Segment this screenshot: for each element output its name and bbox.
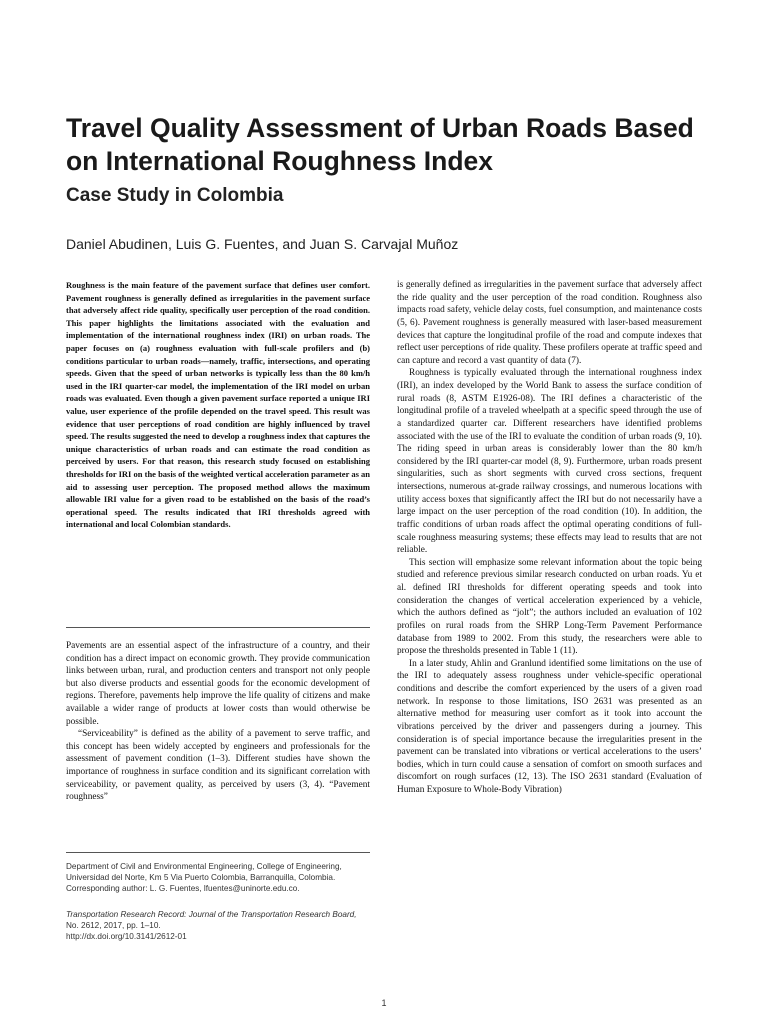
affiliation-footnote	[66, 861, 370, 895]
page-number: 1	[381, 998, 387, 1008]
paper-subtitle: Case Study in Colombia	[66, 185, 284, 206]
paper-title: Travel Quality Assessment of Urban Roads Based on International Roughness Index	[66, 113, 694, 176]
author-list: Daniel Abudinen, Luis G. Fuentes, and Juan S. Carvajal Muñoz	[66, 236, 459, 252]
right-column-body	[397, 279, 702, 797]
body-paragraph: is generally defined as irregularities in the pavement surface that adversely affect the ride quality and the user perception of the road condition. Roughness also impacts road safety, vehicle delay costs, fuel consumption, and maintenance costs (5, 6). Pavement roughness is generally measured with laser-based measurement devices that capture the longitudinal profile of the road and compute indexes that reflect user perceptions of ride quality. These profilers operate at traffic speed and can capture and record a vast quantity of data (7).	[397, 280, 702, 366]
body-paragraph: In a later study, Ahlin and Granlund identified some limitations on the use of the IRI to adequately assess roughness under vehicle-specific operational conditions and describe the comfort experienced by the users of a given road network. In response to those limitations, ISO 2631 was presented as an alternative method for measuring user comfort as it took into account the vibrations perceived by the driver and passengers during a journey. This consideration is of special importance because the irregularities present in the pavement can be translated into vibrations or vertical accelerations to the users’ bodies, which in turn could cause a sensation of comfort on smooth surfaces and discomfort on rough surfaces (12, 13). The ISO 2631 standard (Evaluation of Human Exposure to Whole-Body Vibration)	[397, 658, 702, 795]
journal-name: Transportation Research Record: Journal of the Transportation Research Board,	[66, 910, 357, 919]
abstract-text: Roughness is the main feature of the pavement surface that defines user comfort. Pavement roughness is generally defined as irregularities in the pavement surface that adversely affect ride quality, specifically user perception of the road condition. This paper highlights the limitations associated with the evaluation and implementation of the international roughness index (IRI) on urban roads. The paper focuses on (a) roughness evaluation with full-scale profilers and (b) conditions particular to urban roads—namely, traffic, intersections, and operating speeds. Given that the speed of urban networks is typically less than the 80 km/h used in the IRI quarter-car model, the implementation of the IRI model on urban roads was evaluated. Even though a given pavement surface reported a unique IRI value, user experience of the profile depended on the travel speed. This result was evidence that user perceptions of road condition are highly influenced by travel speed. The results suggested the need to develop a roughness index that captures the unique characteristics of urban roads and can estimate the road condition as perceived by users. For that reason, this research study focused on establishing thresholds for IRI on the basis of the weighted vertical acceleration parameter as an aid to assessing user perception. The proposed method allows the maximum allowable IRI value for a given road to be established on the basis of the road’s operational speed. The results indicated that IRI thresholds agreed with international and local Colombian standards.	[66, 280, 370, 530]
introduction-section	[66, 640, 370, 804]
doi-link[interactable]: http://dx.doi.org/10.3141/2612-01	[66, 932, 187, 942]
body-paragraph: This section will emphasize some relevant information about the topic being studied and reference previous similar research conducted on urban roads. Yu et al. defined IRI thresholds for different operating speeds and took into consideration the changes of vertical acceleration experienced by a vehicle, which the authors defined as “jolt”; the authors included an evaluation of 102 profiles on rural roads from the SHRP Long-Term Pavement Performance database from 1989 to 2002. From this study, the researchers were able to propose the thresholds presented in Table 1 (11).	[397, 557, 702, 657]
intro-paragraph: “Serviceability” is defined as the ability of a pavement to serve traffic, and this concept has been widely accepted by engineers and professionals for the assessment of pavement condition (1–3). Different studies have shown the importance of roughness in surface condition and its significant correlation with serviceability, or pavement quality, as perceived by users (3, 4). “Pavement roughness”	[66, 729, 370, 803]
footnote-divider	[66, 852, 370, 853]
corresponding-author: Corresponding author: L. G. Fuentes, lfuentes@uninorte.edu.co.	[66, 884, 300, 894]
abstract-divider	[66, 627, 370, 628]
affiliation-text: Department of Civil and Environmental Engineering, College of Engineering, Universidad del Norte, Km 5 Via Puerto Colombia, Barranquilla, Colombia.	[66, 862, 342, 883]
body-paragraph: Roughness is typically evaluated through the international roughness index (IRI), an index developed by the World Bank to assess the surface condition of rural roads (8, ASTM E1926-08). The IRI defines a characteristic of the longitudinal profile of a traveled wheelpath at a specific speed through the use of a standardized quarter car. Different researchers have identified problems associated with the use of the IRI to evaluate the condition of urban roads (9, 10). The riding speed in urban areas is considerably lower than the 80 km/h considered by the IRI quarter-car model (8, 9). Furthermore, urban roads present singularities, such as short segments with curved cross sections, frequent intersections, numerous at-grade railway crossings, and numerous locations with utility access boxes that significantly affect the IRI but do not necessarily have a large impact on the user perception of the road condition (10). In addition, the traffic conditions of urban roads affect the optimal operating conditions of full-scale roughness measuring systems; these effects may lead to results that are not reliable.	[397, 368, 702, 556]
abstract	[66, 279, 370, 531]
citation-footnote	[66, 909, 370, 943]
journal-issue: No. 2612, 2017, pp. 1–10.	[66, 921, 161, 931]
intro-paragraph: Pavements are an essential aspect of the infrastructure of a country, and their condition has a direct impact on economic growth. They provide communication links between urban, rural, and production centers and transport not only people but also diverse products and essential goods for the economic development of regions. Therefore, pavements help improve the life quality of citizens and make available a wider range of products at lower costs than would otherwise be possible.	[66, 641, 370, 727]
